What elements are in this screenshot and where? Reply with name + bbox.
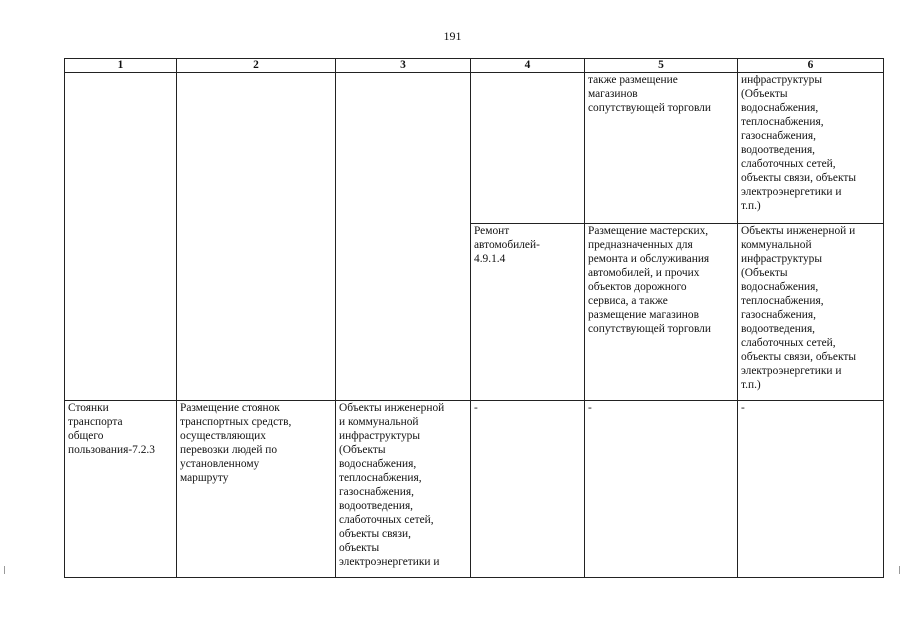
table-row (65, 73, 884, 224)
column-header-5: 5 (585, 59, 738, 73)
column-header-6: 6 (738, 59, 884, 73)
table-cell (585, 401, 738, 578)
table-cell (471, 73, 585, 224)
page-number: 191 (443, 29, 462, 43)
table-cell (65, 73, 177, 401)
cell-text: - (474, 402, 478, 414)
table-cell (471, 401, 585, 578)
cell-text: - (588, 402, 592, 414)
cell-text: - (741, 402, 745, 414)
scan-edge-mark (899, 566, 900, 574)
table-cell (738, 224, 884, 401)
cell-text: Размещение мастерских, предназначенных для ремонта и обслуживания автомобилей, и прочих объектов дорожного сервиса, а также размещение магазинов сопутствующей торговли (588, 225, 711, 335)
table-cell (738, 73, 884, 224)
table-cell (471, 224, 585, 401)
cell-text: Стоянки транспорта общего пользования-7.2.3 (68, 402, 155, 456)
cell-text: Объекты инженерной и коммунальной инфраструктуры (Объекты водоснабжения, теплоснабжения, газоснабжения, водоотведения, слаботочных сетей, объекты связи, объекты электроэнергетики и (339, 402, 445, 568)
column-header-3: 3 (336, 59, 471, 73)
column-header-1: 1 (65, 59, 177, 73)
scan-edge-mark (4, 566, 5, 574)
table-row (65, 401, 884, 578)
column-header-4: 4 (471, 59, 585, 73)
table-cell (65, 401, 177, 578)
table-cell (336, 401, 471, 578)
cell-text: Размещение стоянок транспортных средств, осуществляющих перевозки людей по установленному маршруту (180, 402, 292, 484)
column-header-2: 2 (177, 59, 336, 73)
table-cell (177, 73, 336, 401)
table-cell (177, 401, 336, 578)
table-header-row (65, 59, 884, 73)
cell-text: Объекты инженерной и коммунальной инфраструктуры (Объекты водоснабжения, теплоснабжения, газоснабжения, водоотведения, слаботочных сетей, объекты связи, объекты электроэнергетики и т.п.) (741, 225, 856, 391)
cell-text: Ремонт автомобилей- 4.9.1.4 (474, 225, 540, 265)
land-use-table (64, 58, 884, 578)
table-cell (336, 73, 471, 401)
table-cell (585, 73, 738, 224)
table-cell (738, 401, 884, 578)
cell-text: также размещение магазинов сопутствующей торговли (588, 74, 711, 114)
cell-text: инфраструктуры (Объекты водоснабжения, теплоснабжения, газоснабжения, водоотведения, слаботочных сетей, объекты связи, объекты электроэнергетики и т.п.) (741, 74, 856, 212)
table-cell (585, 224, 738, 401)
